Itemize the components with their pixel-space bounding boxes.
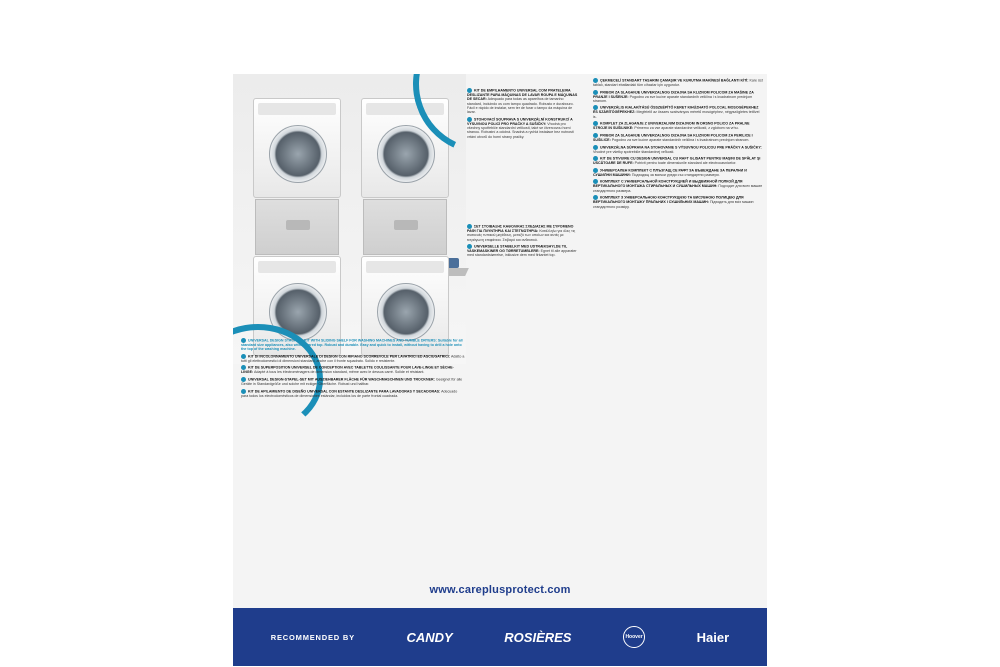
description-hr: PRIBOR ZA SLAGANJE UNIVERZALNOG DIZAJNA SA KLIZNOM POLICOM ZA MAŠINE ZA PRANJE I SUŠENJE: Pogodno za sve kućne aparate standardnih veličina i s kvadratnom prednjom stranom. — [593, 90, 754, 103]
description-ua: КОМПЛЕКТ З УНІВЕРСАЛЬНОЮ КОНСТРУКЦІЄЮ ТА ВИСУВНОЮ ПОЛИЦЕЮ ДЛЯ ВЕРТИКАЛЬНОГО МОНТАЖУ ПРАЛЬНИХ І СУШИЛЬНИХ МАШИН: Підходить для всіх машин стандартного розміру. — [593, 195, 754, 209]
text-column-right — [593, 78, 763, 211]
description-ru: КОМПЛЕКТ С УНИВЕРСАЛЬНОЙ КОНСТРУКЦИЕЙ И ВЫДВИЖНОЙ ПОЛКОЙ ДЛЯ ВЕРТИКАЛЬНОГО МОНТАЖА СТИРАЛЬНЫХ И СУШИЛЬНЫХ МАШИН: Подходит для всех машин стандартного размера. — [593, 179, 763, 193]
description-fr: KIT DE SUPERPOSITION UNIVERSEL DE CONCEPTION AVEC TABLETTE COULISSANTE POUR LAVE-LINGE ET SÈCHE-LINGE: Adapté à tous les électroménagers de dimension standard, même avec le dessus carré. Solide et résistant. — [241, 365, 454, 375]
rosieres-logo: ROSIÈRES — [504, 629, 572, 645]
description-es: KIT DE APILAMIENTO DE DISEÑO UNIVERSAL CON ESTANTE DESLIZANTE PARA LAVADORAS Y SECADORAS: Adecuado para todos los electrodomésticos de dimensiones estándar, incluidos los de parte frontal cuadrada. — [241, 389, 458, 398]
description-gr: ΣΕΤ ΣΤΟΙΒΑΞΗΣ ΚΑΘΟΛΙΚΗΣ ΣΧΕΔΙΑΣΗΣ ΜΕ ΣΥΡΟΜΕΝΟ ΡΑΦΙ ΓΙΑ ΠΛΥΝΤΗΡΙΑ ΚΑΙ ΣΤΕΓΝΩΤΗΡΙΑ: Κατάλληλο για όλες τις συσκευές τυπικού μεγέθους, μεταξύ των οποίων και αυτές με τετράγωνη επιφάνεια. Στιβαρό και ανθεκτικό. — [467, 224, 576, 242]
description-pt: KIT DE EMPILHAMENTO UNIVERSAL COM PRATELEIRA DESLIZANTE PARA MÁQUINAS DE LAVAR ROUPA E MÁQUINAS DE SECAR: Adequado para todas as aparelhos de tamanho standard, incluindo os com tampo quadrado. Robusto e durabouro. Fácil e rápido de instalar, sem ter de furar o tampo da máquina de lavar. — [467, 88, 578, 115]
description-de: UNIVERSAL DESIGN-STAPEL-SET MIT AUSZIEHBARER FLÄCHE FÜR WASCHMASCHINEN UND TROCKNER: Geeignet für alle Geräte in Standardgröße und solche mit eckiger Oberfläche. Robust und haltbar. — [241, 377, 463, 387]
dryer-image — [253, 98, 341, 198]
description-sk: UNIVERZÁLNA SÚPRAVA NA STOHOVANIE S VÝSUVNOU POLICOU PRE PRÁČKY A SUŠIČKY: Vhodné pre všetky spotrebiče štandardnej veľkosti. — [593, 145, 762, 154]
description-ba: PRIBOR ZA SLAGANJE UNIVERZALNOG DIZAJNA SA KLIZNOM POLICOM ZA PERILICE I SUŠILICE: Pogodno za sve kućne aparate standardnih veličina i s kvadratnom prednjom stranom. — [593, 133, 753, 142]
stacked-appliances-left — [253, 98, 341, 356]
description-hu: UNIVERZÁLIS KIALAKÍTÁSÚ ÖSSZEÉPÍTŐ KERET KIHÚZHATÓ POLCCAL MOSOGÉPEKHEZ ÉS SZÁRÍTÓGÉPEKHEZ: Megfelelő az összes szabványos méretű mosógéphez, négyszögletes tetővel is. — [593, 105, 760, 119]
text-column-bottom-left — [241, 338, 465, 400]
stacking-kit-image — [363, 199, 447, 255]
description-dk: UNIVERSELLE STABELKIT MED UDTRÆKSHYLDE TIL VASKEMASKINER OG TØRRETUMBLERE: Egnet til alle apparater med standardstørrelse, inklusive dem med firkantet top. — [467, 244, 577, 258]
brand-bar — [233, 608, 767, 666]
stacking-kit-image — [255, 199, 339, 255]
recommended-by-label: RECOMMENDED BY — [270, 632, 355, 642]
product-sheet — [233, 74, 767, 666]
description-bg: УНИВЕРСАЛЕН КОМПЛЕКТ С ПЛЪЗГАЩ СЕ РАФТ ЗА ВЪВЕЖДАНЕ ЗА ПЕРАЛНИ И СУШИЛНИ МАШИНИ: Подходящ за всички уреди със стандартни размери. — [593, 168, 747, 177]
description-ro: KIT DE STIVUIRE CU DESIGN UNIVERSAL CU RAFT GLISANT PENTRU MAȘINI DE SPĂLAT ȘI USCĂTOARE DE RUFE: Potrivit pentru toate dimensiunile standard ale electrocasnicelor. — [593, 156, 761, 166]
description-si: KOMPLET ZA ZLAGANJE Z UNIVERZALNIM DIZAJNOM IN DRSNO POLICO ZA PRALNE STROJE IN SUŠILNIKE: Primerno za vse aparate standardne velikosti, z zglobom na vrhu. — [593, 121, 750, 131]
description-en: UNIVERSAL DESIGN STACKING KIT WITH SLIDING SHELF FOR WASHING MACHINES AND TUMBLE DRYERS: Suitable for all standard size appliances, also with squared top. Robust and durable. Easy and quick to install, without having to drill a hole onto the top of the washing machine. — [241, 338, 463, 352]
website-url[interactable]: www.careplusprotect.com — [429, 584, 571, 596]
description-cz: STOHOVACÍ SOUPRAVA S UNIVERZÁLNÍ KONSTRUKCÍ A VÝSUVNOU POLICÍ PRO PRAČKY A SUŠIČKY: Vhodná pro všechny spotřebiče standardní velikosti, také se čtvercovou horní stranou. Robustní a odolná. Snadná a rychlá instalace bez nutnosti vrtání otvorů do horní strany pračky. — [467, 117, 574, 139]
text-column-top — [467, 88, 579, 141]
description-tr: ÇEKMECELİ STANDART TASARIM ÇAMAŞIR VE KURUTMA MAKİNESİ BAĞLANTI KİTİ: Kare üst tablalı, standart ebatlardaki tüm cihazlar için uygundur. — [593, 78, 763, 87]
description-it: KIT DI INCOLONNAMENTO UNIVERSALE DI DESIGN CON RIPIANO SCORREVOLE PER LAVATRICI ED ASCIUGATRICI: Adatto a tutti gli elettrodomestici di dimensioni standard, anche con il fronte squadrato. Solido e resistente. — [241, 354, 465, 363]
candy-logo: CANDY — [406, 629, 453, 645]
hoover-logo: Hoover — [623, 626, 645, 648]
text-column-middle — [467, 224, 579, 260]
haier-logo: Haier — [696, 629, 730, 645]
